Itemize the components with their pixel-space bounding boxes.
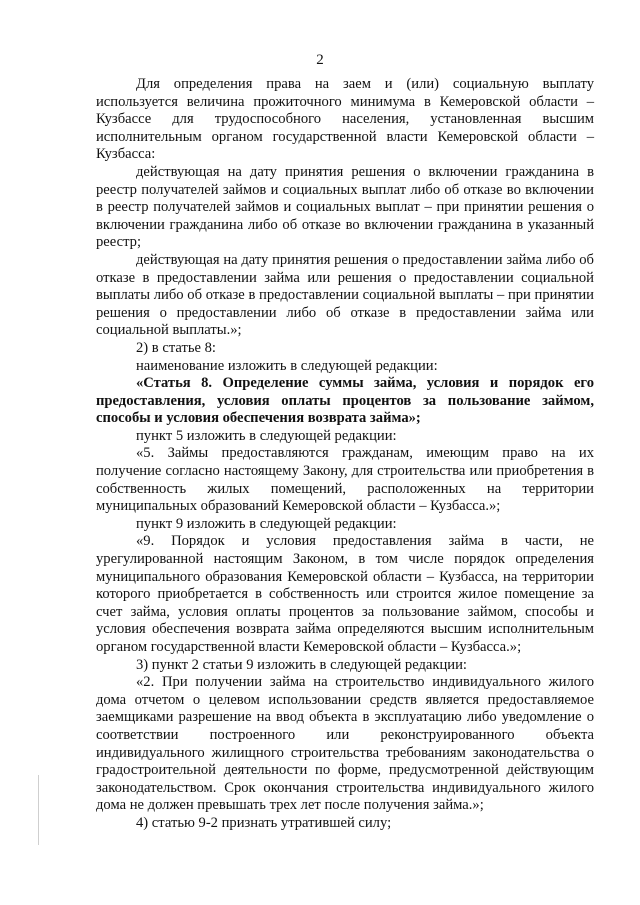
paragraph-loan-decision: действующая на дату принятия решения о предоставлении займа либо об отказе в предоставлении займа или решения о предоставлении социальной выплаты либо об отказе в предоставлении социальной выплаты – при принятии решения о предоставлении либо об отказе в предоставлении займа или социальной выплаты.»; [96, 251, 594, 339]
paragraph-registry-decision: действующая на дату принятия решения о включении гражданина в реестр получателей займов и социальных выплат либо об отказе во включении в реестр получателей займов и социальных выплат – при принятии решения о включении гражданина либо об отказе во включении гражданина в указанный реестр; [96, 163, 594, 251]
paragraph-article-9-instruction: 3) пункт 2 статьи 9 изложить в следующей редакции: [136, 656, 467, 673]
paragraph-item-9-text: «9. Порядок и условия предоставления займа в части, не урегулированной настоящим Законом, в том числе порядок определения муниципального образования Кемеровской области – Кузбасса, на территории которого приобретается в собственность или строится жилое помещение за счет займа, условия оплаты процентов за пользование займом, способы и условия обеспечения возврата займа определяются высшим исполнительным органом государственной власти Кемеровской области – Кузбасса.»; [96, 533, 594, 655]
paragraph-subsistence-minimum: Для определения права на заем и (или) социальную выплату используется величина прожиточного минимума в Кемеровской области – Кузбассе для трудоспособного населения, установленная высшим исполнительным органом государственной власти Кемеровской области – Кузбасса: [96, 76, 594, 163]
scan-margin-mark [38, 775, 39, 845]
paragraph-item-9-instruction: пункт 9 изложить в следующей редакции: [136, 515, 397, 532]
paragraph-article-8-title: «Статья 8. Определение суммы займа, условия и порядок его предоставления, условия оплаты процентов за пользование займом, способы и условия обеспечения возврата займа»; [96, 375, 594, 427]
page-number: 2 [316, 52, 324, 68]
paragraph-title-instruction: наименование изложить в следующей редакции: [136, 357, 438, 374]
paragraph-article-8-heading: 2) в статье 8: [136, 339, 216, 356]
paragraph-article-9-text: «2. При получении займа на строительство индивидуального жилого дома отчетом о целевом использовании средств является предоставляемое заемщиками разрешение на ввод объекта в эксплуатацию либо уведомление о соответствии построенного или реконструированного объекта индивидуального жилищного строительства требованиям законодательства о градостроительной деятельности по форме, предусмотренной действующим законодательством. Срок окончания строительства индивидуального жилого дома не должен превышать трех лет после получения займа.»; [96, 674, 594, 814]
document-body [96, 76, 594, 833]
paragraph-article-9-2-repeal: 4) статью 9-2 признать утратившей силу; [136, 814, 392, 831]
paragraph-item-5-text: «5. Займы предоставляются гражданам, имеющим право на их получение согласно настоящему Закону, для строительства или приобретения в собственность жилых помещений, расположенных на территории муниципальных образований Кемеровской области – Кузбасса.»; [96, 445, 594, 515]
paragraph-item-5-instruction: пункт 5 изложить в следующей редакции: [136, 427, 397, 444]
